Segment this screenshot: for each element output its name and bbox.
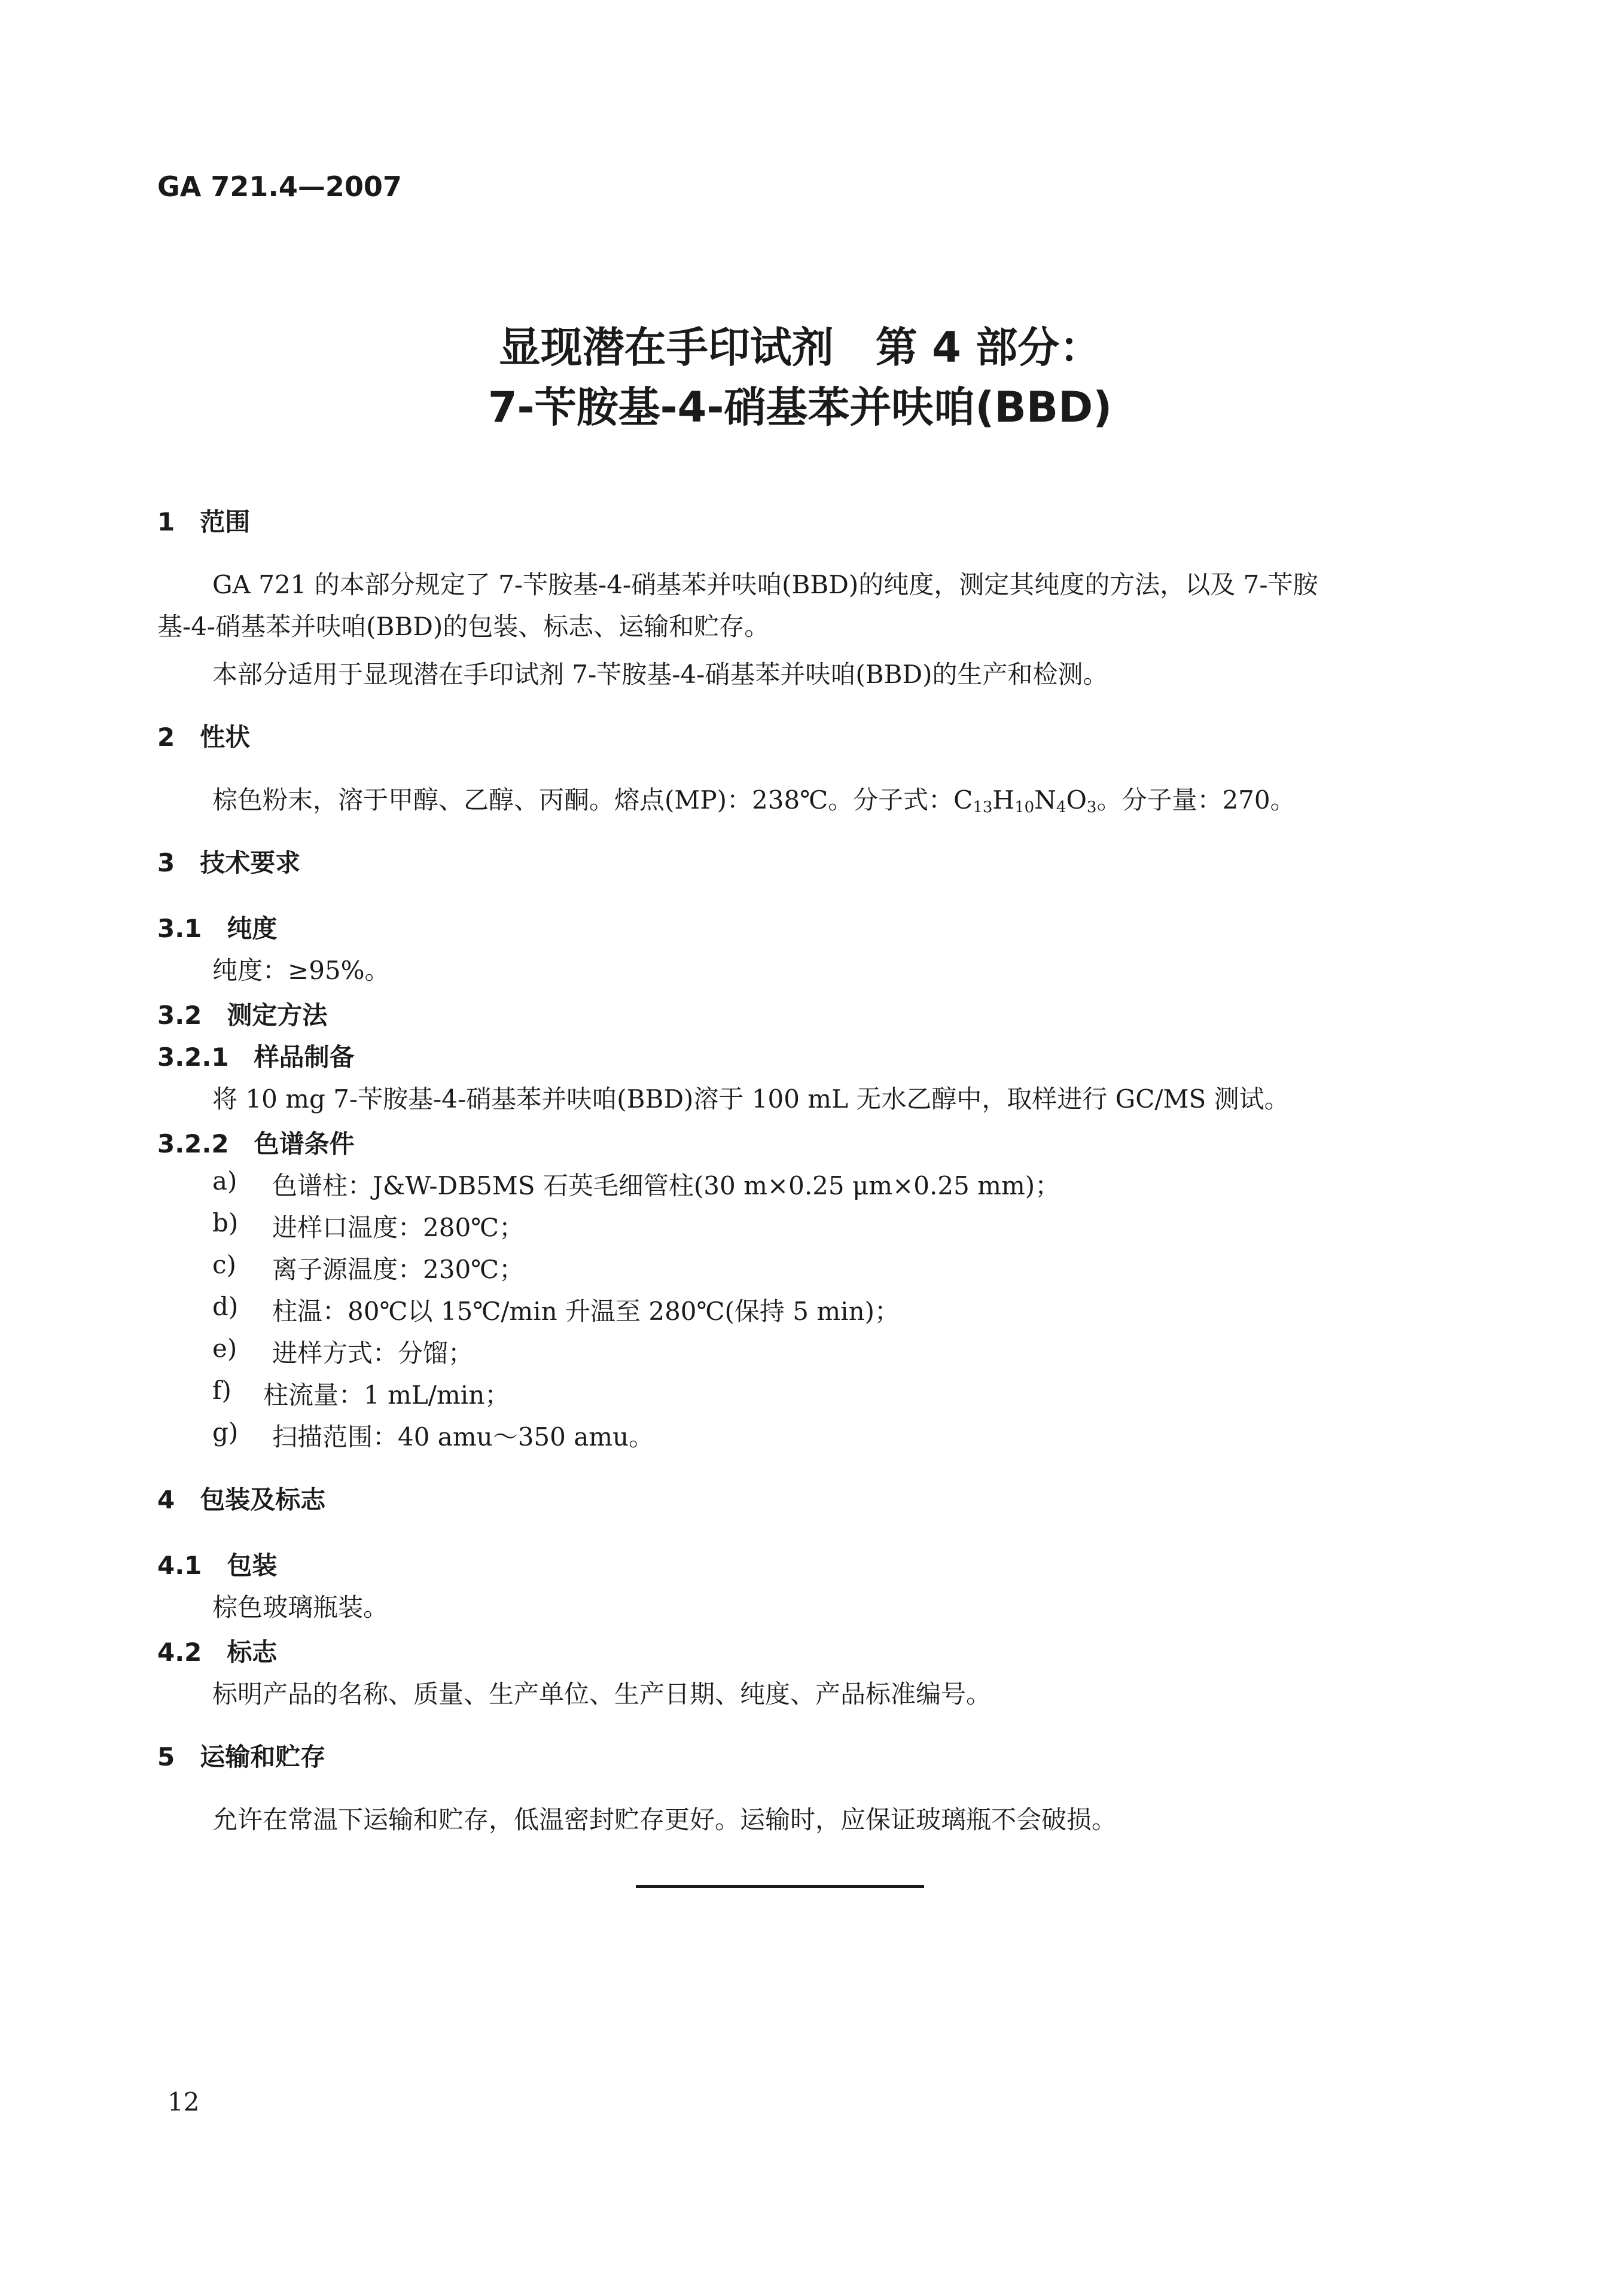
section-4-1-text: 棕色玻璃瓶装。 — [212, 1593, 389, 1622]
section-1-paragraph-2: 本部分适用于显现潜在手印试剂 7-苄胺基-4-硝基苯并呋咱(BBD)的生产和检测。 — [212, 660, 1108, 689]
formula-subscript-o: 3 — [1086, 798, 1097, 816]
condition-item-g-text: 扫描范围：40 amu～350 amu。 — [272, 1422, 654, 1452]
section-3-1-heading: 3.1 纯度 — [157, 914, 278, 943]
condition-item-f-text: 柱流量：1 mL/min； — [263, 1380, 510, 1410]
section-4-heading: 4 包装及标志 — [157, 1485, 326, 1514]
section-4-2-text: 标明产品的名称、质量、生产单位、生产日期、纯度、产品标准编号。 — [212, 1679, 992, 1709]
section-4-2-heading: 4.2 标志 — [157, 1638, 278, 1667]
condition-item-f-label: f) — [212, 1376, 231, 1405]
section-1-paragraph-1-line-2: 基-4-硝基苯并呋咱(BBD)的包装、标志、运输和贮存。 — [157, 612, 770, 641]
condition-item-d-label: d) — [212, 1292, 239, 1321]
condition-item-g-label: g) — [212, 1417, 239, 1447]
condition-item-a-text: 色谱柱：J&W-DB5MS 石英毛细管柱(30 m×0.25 μm×0.25 mm)； — [272, 1171, 1060, 1200]
section-3-heading: 3 技术要求 — [157, 848, 301, 877]
condition-item-d-text: 柱温：80℃以 15℃/min 升温至 280℃(保持 5 min)； — [272, 1297, 900, 1326]
section-3-2-2-heading: 3.2.2 色谱条件 — [157, 1129, 355, 1158]
section-5-heading: 5 运输和贮存 — [157, 1742, 326, 1771]
standard-code: GA 721.4—2007 — [157, 170, 402, 203]
condition-item-e-label: e) — [212, 1334, 237, 1363]
end-rule — [636, 1885, 924, 1888]
formula-n: N — [1034, 785, 1056, 815]
condition-item-b-text: 进样口温度：280℃； — [272, 1213, 525, 1242]
title-line-1: 显现潜在手印试剂 第 4 部分： — [498, 323, 1102, 372]
section-2-paragraph — [212, 780, 1296, 816]
condition-item-c-text: 离子源温度：230℃； — [272, 1255, 525, 1284]
condition-item-b-label: b) — [212, 1208, 239, 1237]
section-4-1-heading: 4.1 包装 — [157, 1551, 278, 1580]
section-1-heading: 1 范围 — [157, 507, 251, 536]
properties-text: 棕色粉末，溶于甲醇、乙醇、丙酮。熔点(MP)：238℃。分子式：C — [212, 785, 973, 815]
section-2-heading: 2 性状 — [157, 722, 251, 752]
molecular-weight-text: 。分子量：270。 — [1096, 785, 1296, 815]
section-3-2-1-heading: 3.2.1 样品制备 — [157, 1042, 355, 1072]
formula-subscript-n: 4 — [1056, 798, 1066, 816]
page-number: 12 — [167, 2087, 200, 2117]
section-1-paragraph-1-line-1: GA 721 的本部分规定了 7-苄胺基-4-硝基苯并呋咱(BBD)的纯度，测定其纯度的方法，以及 7-苄胺 — [212, 570, 1318, 599]
formula-o: O — [1066, 785, 1087, 815]
section-3-2-1-text: 将 10 mg 7-苄胺基-4-硝基苯并呋咱(BBD)溶于 100 mL 无水乙醇中，取样进行 GC/MS 测试。 — [212, 1084, 1290, 1114]
condition-item-c-label: c) — [212, 1250, 236, 1279]
section-5-text: 允许在常温下运输和贮存，低温密封贮存更好。运输时，应保证玻璃瓶不会破损。 — [212, 1805, 1117, 1834]
title-line-2: 7-苄胺基-4-硝基苯并呋咱(BBD) — [487, 383, 1113, 432]
formula-h: H — [992, 785, 1015, 815]
condition-item-e-text: 进样方式：分馏； — [272, 1338, 474, 1368]
section-3-2-heading: 3.2 测定方法 — [157, 1001, 328, 1030]
section-3-1-text: 纯度：≥95%。 — [212, 956, 390, 985]
formula-subscript-c: 13 — [973, 798, 993, 816]
condition-item-a-label: a) — [212, 1166, 237, 1196]
formula-subscript-h: 10 — [1014, 798, 1035, 816]
